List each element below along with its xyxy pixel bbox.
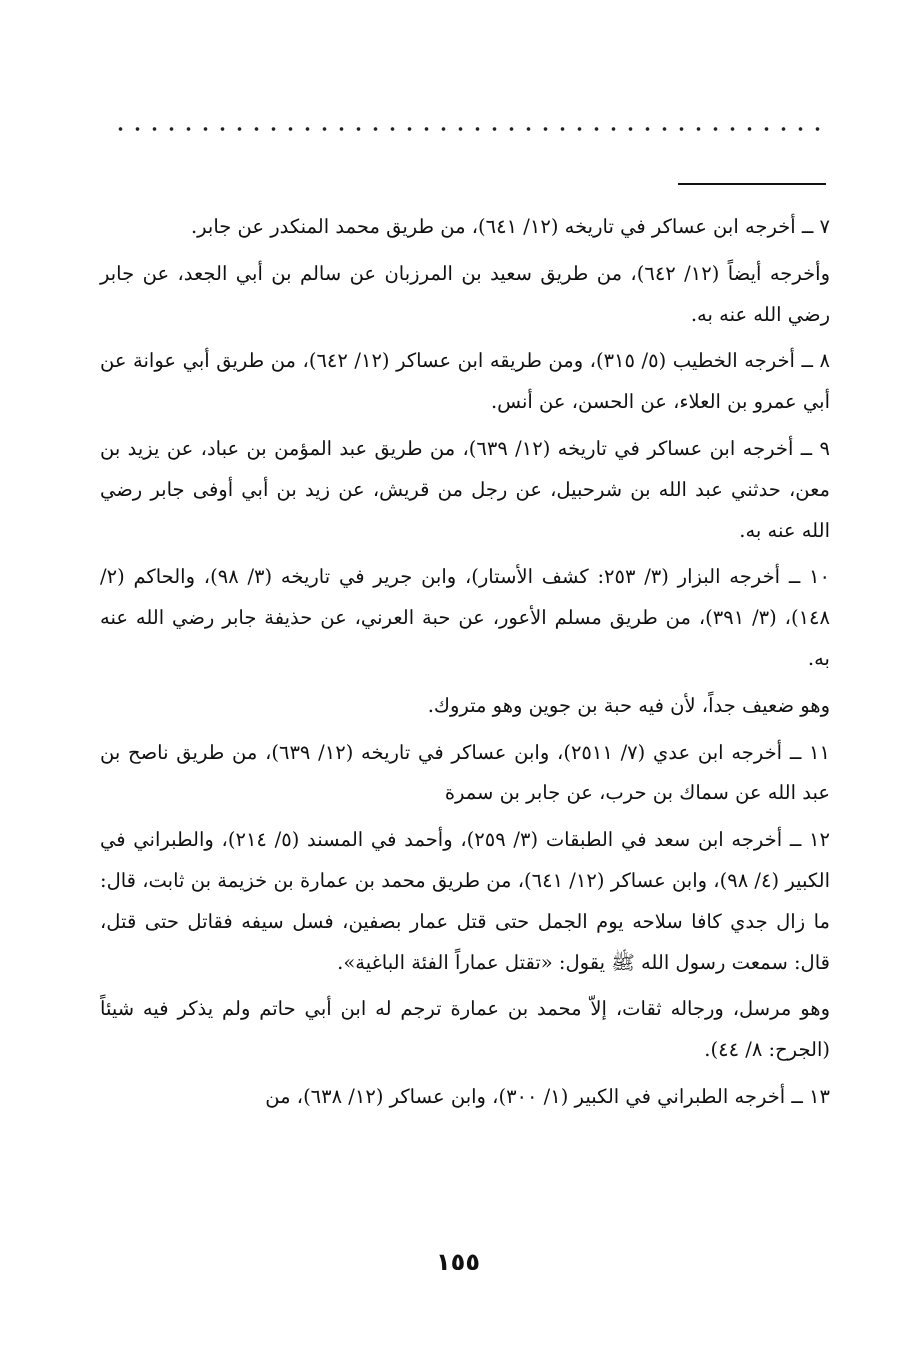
footnote-12: ١٢ ــ أخرجه ابن سعد في الطبقات (٣/ ٢٥٩)، وأحمد في المسند (٥/ ٢١٤)، والطبراني في الكبير (٤/ ٩٨)، وابن عساكر (١٢/ ٦٤١)، من طريق محمد بن عمارة بن خزيمة بن ثابت، قال: ما زال جدي كافا سلاحه يوم الجمل حتى قتل عمار بصفين، فسل سيفه فقاتل حتى قتل، قال: سمعت رسول الله ﷺ يقول: «تقتل عماراً الفئة الباغية». (100, 828, 830, 974)
footnote-10: ١٠ ــ أخرجه البزار (٣/ ٢٥٣: كشف الأستار)، وابن جرير في تاريخه (٣/ ٩٨)، والحاكم (٢/ ١٤٨)، (٣/ ٣٩١)، من طريق مسلم الأعور، عن حبة العرني، عن حذيفة جابر رضي الله عنه به. (100, 565, 830, 670)
footnote-7-continued: وأخرجه أيضاً (١٢/ ٦٤٢)، من طريق سعيد بن المرزبان عن سالم بن أبي الجعد، عن جابر رضي الله عنه به. (100, 261, 830, 326)
footnote-10-comment: وهو ضعيف جداً، لأن فيه حبة بن جوين وهو متروك. (427, 693, 830, 717)
footnote-7: ٧ ــ أخرجه ابن عساكر في تاريخه (١٢/ ٦٤١)، من طريق محمد المنكدر عن جابر. (190, 215, 830, 238)
footnotes-block (100, 207, 830, 1124)
footnote-8: ٨ ــ أخرجه الخطيب (٥/ ٣١٥)، ومن طريقه ابن عساكر (١٢/ ٦٤٢)، من طريق أبي عوانة عن أبي عمرو بن العلاء، عن الحسن، عن أنس. (100, 349, 830, 414)
footnote-11: ١١ ــ أخرجه ابن عدي (٧/ ٢٥١١)، وابن عساكر في تاريخه (١٢/ ٦٣٩)، من طريق ناصح بن عبد الله عن سماك بن حرب، عن جابر بن سمرة (100, 740, 830, 805)
footnote-9: ٩ ــ أخرجه ابن عساكر في تاريخه (١٢/ ٦٣٩)، من طريق عبد المؤمن بن عباد، عن يزيد بن معن، حدثني عبد الله بن شرحبيل، عن رجل من قريش، عن زيد بن أبي أوفى جابر رضي الله عنه به. (100, 436, 830, 542)
footnote-rule (678, 183, 826, 185)
page-number: ١٥٥ (436, 1248, 480, 1276)
dotted-separator (112, 122, 826, 136)
footnote-13: ١٣ ــ أخرجه الطبراني في الكبير (١/ ٣٠٠)، وابن عساكر (١٢/ ٦٣٨)، من (265, 1084, 830, 1108)
footnote-12-comment: وهو مرسل، ورجاله ثقات، إلاّ محمد بن عمارة ترجم له ابن أبي حاتم ولم يذكر فيه شيئاً (الجرح: ٨/ ٤٤). (100, 997, 830, 1062)
